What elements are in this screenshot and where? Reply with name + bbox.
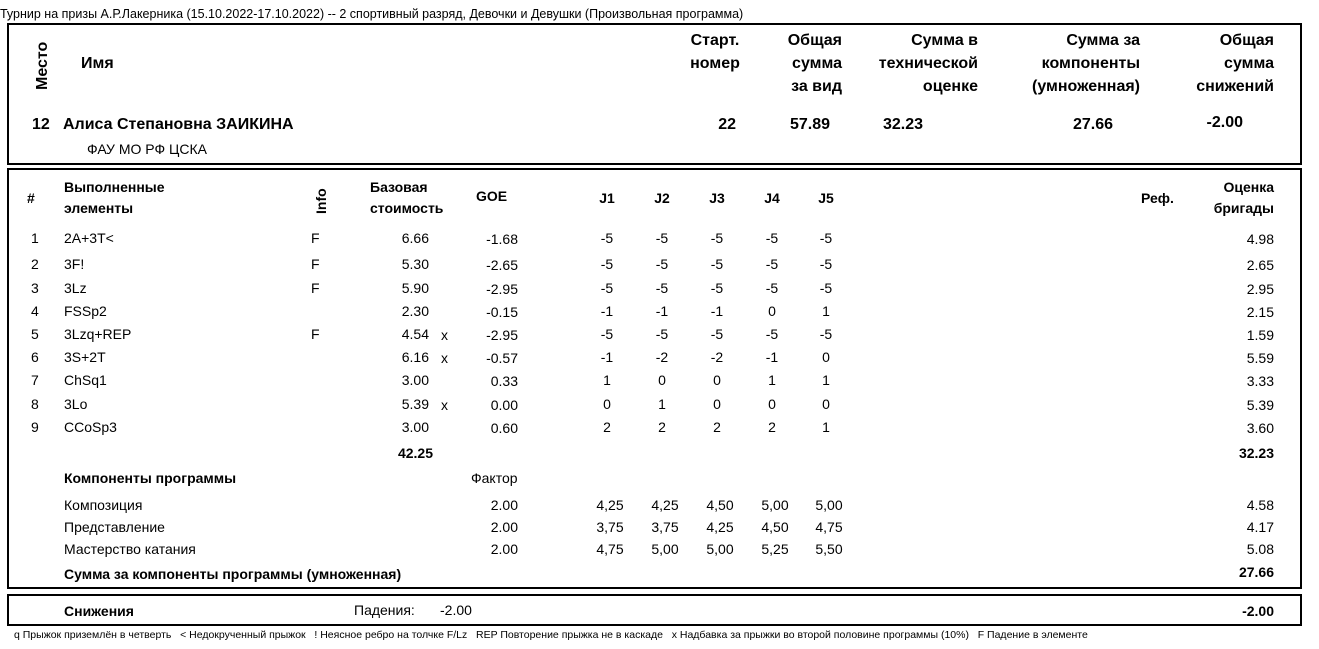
judge-score: -5 <box>710 280 724 296</box>
element-code: 3F! <box>64 256 85 272</box>
judge-score: 0 <box>713 396 721 412</box>
element-number: 1 <box>31 230 39 246</box>
col-tes-header <box>860 29 978 98</box>
element-code: 3Lz <box>64 280 87 296</box>
judge-score: 1 <box>822 419 830 435</box>
element-goe: -2.95 <box>486 327 518 343</box>
judge-score: 2 <box>768 419 776 435</box>
component-name: Мастерство катания <box>64 541 196 557</box>
judge-header: J3 <box>709 190 725 206</box>
element-info: F <box>311 256 320 272</box>
col-start-header <box>680 29 750 75</box>
judge-score: -1 <box>765 349 779 365</box>
element-panel-score: 2.95 <box>1246 281 1274 297</box>
el-name-header <box>64 177 165 219</box>
col-name-header: Имя <box>81 55 114 72</box>
judge-score: -1 <box>710 303 724 319</box>
judge-score: -5 <box>655 326 669 342</box>
judge-score: -5 <box>765 230 779 246</box>
falls-value: -2.00 <box>440 602 472 618</box>
judge-score: -1 <box>600 303 614 319</box>
col-ded-line1: Общая <box>1219 32 1274 49</box>
el-num-header: # <box>27 190 35 206</box>
element-base-value: 6.16 <box>401 349 429 365</box>
judge-score: -5 <box>710 326 724 342</box>
component-judge-score: 3,75 <box>596 519 624 535</box>
judge-score: -5 <box>765 256 779 272</box>
component-score: 5.08 <box>1246 541 1274 557</box>
deductions-total: -2.00 <box>1242 603 1274 619</box>
component-judge-score: 5,00 <box>651 541 679 557</box>
skater-deductions: -2.00 <box>1206 114 1243 131</box>
judge-score: 2 <box>603 419 611 435</box>
element-info: F <box>311 230 320 246</box>
judge-header: J2 <box>654 190 670 206</box>
component-judge-score: 4,25 <box>596 497 624 513</box>
element-goe: -2.65 <box>486 257 518 273</box>
judge-score: -5 <box>819 280 833 296</box>
legend: q Прыжок приземлён в четверть < Недокрученный прыжок ! Неясное ребро на толчке F/Lz REP Повторение прыжка не в каскаде x Надбавка за прыжки во второй половине программы (10%) F Падение в элементе <box>14 629 1088 641</box>
component-judge-score: 5,00 <box>815 497 843 513</box>
judge-score: -5 <box>710 230 724 246</box>
element-base-value: 6.66 <box>401 230 429 246</box>
judge-score: 1 <box>658 396 666 412</box>
col-start-line1: Старт. <box>690 32 740 49</box>
judge-header: J5 <box>818 190 834 206</box>
judge-score: 0 <box>768 396 776 412</box>
element-code: 3S+2T <box>64 349 106 365</box>
judge-score: -5 <box>600 326 614 342</box>
judge-score: -5 <box>819 256 833 272</box>
judge-score: -5 <box>600 256 614 272</box>
element-number: 3 <box>31 280 39 296</box>
component-judge-score: 4,75 <box>815 519 843 535</box>
col-total-header <box>760 29 842 98</box>
element-panel-score: 1.59 <box>1246 327 1274 343</box>
element-code: 3Lzq+REP <box>64 326 132 342</box>
element-code: FSSp2 <box>64 303 107 319</box>
col-tes-line1: Сумма в <box>911 32 978 49</box>
col-tes-line3: оценке <box>922 78 978 95</box>
skater-start-number: 22 <box>718 116 736 133</box>
judge-score: -5 <box>600 280 614 296</box>
element-panel-score: 3.60 <box>1246 420 1274 436</box>
judge-score: -2 <box>655 349 669 365</box>
components-sum: 27.66 <box>1238 564 1274 580</box>
col-ded-line2: сумма <box>1224 55 1274 72</box>
col-pcs-line3: (умноженная) <box>1032 78 1140 95</box>
element-number: 5 <box>31 326 39 342</box>
col-start-line2: номер <box>690 55 740 72</box>
judge-score: -5 <box>655 280 669 296</box>
skater-tes: 32.23 <box>882 116 923 133</box>
element-goe: -1.68 <box>486 231 518 247</box>
judge-score: 2 <box>713 419 721 435</box>
el-goe-header: GOE <box>476 188 508 204</box>
judge-score: -1 <box>655 303 669 319</box>
col-pcs-header <box>1010 29 1140 98</box>
ref-header: Реф. <box>1141 190 1174 206</box>
element-number: 8 <box>31 396 39 412</box>
element-number: 9 <box>31 419 39 435</box>
component-score: 4.58 <box>1246 497 1274 513</box>
judge-score: 1 <box>603 372 611 388</box>
col-total-line1: Общая <box>787 32 842 49</box>
el-name-header-line1: Выполненные <box>64 179 165 195</box>
score-header-line2: бригады <box>1213 200 1274 216</box>
element-bonus-mark: x <box>441 397 448 413</box>
judge-score: -5 <box>710 256 724 272</box>
el-base-header-line2: стоимость <box>370 200 444 216</box>
falls-label: Падения: <box>354 602 415 618</box>
col-total-line2: сумма <box>792 55 842 72</box>
element-goe: 0.33 <box>490 373 518 389</box>
judge-score: -5 <box>655 230 669 246</box>
skater-name: Алиса Степановна ЗАИКИНА <box>63 116 294 133</box>
judge-score: -5 <box>655 256 669 272</box>
element-base-value: 5.90 <box>401 280 429 296</box>
col-pcs-line2: компоненты <box>1041 55 1140 72</box>
component-judge-score: 5,00 <box>706 541 734 557</box>
component-factor: 2.00 <box>490 541 518 557</box>
judge-score: -2 <box>710 349 724 365</box>
col-ded-line3: снижений <box>1196 78 1274 95</box>
element-goe: 0.00 <box>490 397 518 413</box>
component-judge-score: 4,50 <box>761 519 789 535</box>
judge-score: 0 <box>603 396 611 412</box>
judge-header: J4 <box>764 190 780 206</box>
judge-score: -5 <box>819 230 833 246</box>
el-base-header <box>370 177 443 219</box>
skater-place: 12 <box>32 116 50 133</box>
component-judge-score: 5,50 <box>815 541 843 557</box>
element-number: 4 <box>31 303 39 319</box>
element-number: 2 <box>31 256 39 272</box>
judge-score: 0 <box>768 303 776 319</box>
element-info: F <box>311 326 320 342</box>
components-title: Компоненты программы <box>64 470 237 486</box>
element-panel-score: 2.15 <box>1246 304 1274 320</box>
element-code: 3Lo <box>64 396 88 412</box>
judge-score: 1 <box>822 303 830 319</box>
element-bonus-mark: x <box>441 327 448 343</box>
element-base-value: 4.54 <box>401 326 429 342</box>
element-number: 7 <box>31 372 39 388</box>
element-goe: -0.57 <box>486 350 518 366</box>
col-total-line3: за вид <box>791 78 842 95</box>
judge-score: 2 <box>658 419 666 435</box>
el-name-header-line2: элементы <box>64 200 134 216</box>
col-pcs-line1: Сумма за <box>1066 32 1140 49</box>
component-factor: 2.00 <box>490 497 518 513</box>
score-header <box>1190 177 1274 219</box>
element-code: 2A+3T< <box>64 230 114 246</box>
element-panel-score: 2.65 <box>1246 257 1274 273</box>
element-base-value: 2.30 <box>401 303 429 319</box>
element-code: CCoSp3 <box>64 419 117 435</box>
element-base-value: 5.30 <box>401 256 429 272</box>
el-info-header: Info <box>313 188 329 214</box>
judge-score: -1 <box>600 349 614 365</box>
component-name: Композиция <box>64 497 143 513</box>
score-header-line1: Оценка <box>1223 179 1274 195</box>
skater-club: ФАУ МО РФ ЦСКА <box>87 141 207 157</box>
element-goe: -0.15 <box>486 304 518 320</box>
deductions-box <box>7 594 1302 626</box>
judge-score: 0 <box>713 372 721 388</box>
col-tes-line2: технической <box>878 55 978 72</box>
judge-score: -5 <box>765 280 779 296</box>
component-judge-score: 5,00 <box>761 497 789 513</box>
skater-pcs: 27.66 <box>1072 116 1113 133</box>
col-place-header: Место <box>34 41 51 90</box>
element-panel-score: 5.59 <box>1246 350 1274 366</box>
component-factor: 2.00 <box>490 519 518 535</box>
component-judge-score: 4,75 <box>596 541 624 557</box>
deductions-label: Снижения <box>64 603 134 619</box>
element-panel-score: 3.33 <box>1246 373 1274 389</box>
element-bonus-mark: x <box>441 350 448 366</box>
element-info: F <box>311 280 320 296</box>
judge-score: 0 <box>822 349 830 365</box>
element-base-value: 3.00 <box>401 372 429 388</box>
component-judge-score: 3,75 <box>651 519 679 535</box>
event-title: Турнир на призы А.Р.Лакерника (15.10.2022-17.10.2022) -- 2 спортивный разряд, Девочки и Девушки (Произвольная программа) <box>0 7 744 21</box>
judge-score: 0 <box>658 372 666 388</box>
element-panel-score: 4.98 <box>1246 231 1274 247</box>
judge-score: 0 <box>822 396 830 412</box>
el-base-header-line1: Базовая <box>370 179 428 195</box>
judge-score: 1 <box>822 372 830 388</box>
element-goe: 0.60 <box>490 420 518 436</box>
component-judge-score: 4,25 <box>651 497 679 513</box>
component-judge-score: 5,25 <box>761 541 789 557</box>
element-code: ChSq1 <box>64 372 107 388</box>
element-goe: -2.95 <box>486 281 518 297</box>
base-total: 42.25 <box>397 445 433 461</box>
score-total: 32.23 <box>1238 445 1274 461</box>
element-base-value: 3.00 <box>401 419 429 435</box>
judge-score: -5 <box>765 326 779 342</box>
component-judge-score: 4,50 <box>706 497 734 513</box>
component-judge-score: 4,25 <box>706 519 734 535</box>
factor-label: Фактор <box>471 470 518 486</box>
component-name: Представление <box>64 519 165 535</box>
judge-score: 1 <box>768 372 776 388</box>
components-sum-label: Сумма за компоненты программы (умноженная) <box>64 566 402 582</box>
col-ded-header <box>1180 29 1274 98</box>
element-panel-score: 5.39 <box>1246 397 1274 413</box>
element-base-value: 5.39 <box>401 396 429 412</box>
component-score: 4.17 <box>1246 519 1274 535</box>
element-number: 6 <box>31 349 39 365</box>
judge-score: -5 <box>819 326 833 342</box>
judge-header: J1 <box>599 190 615 206</box>
skater-total-score: 57.89 <box>789 116 830 133</box>
judge-score: -5 <box>600 230 614 246</box>
